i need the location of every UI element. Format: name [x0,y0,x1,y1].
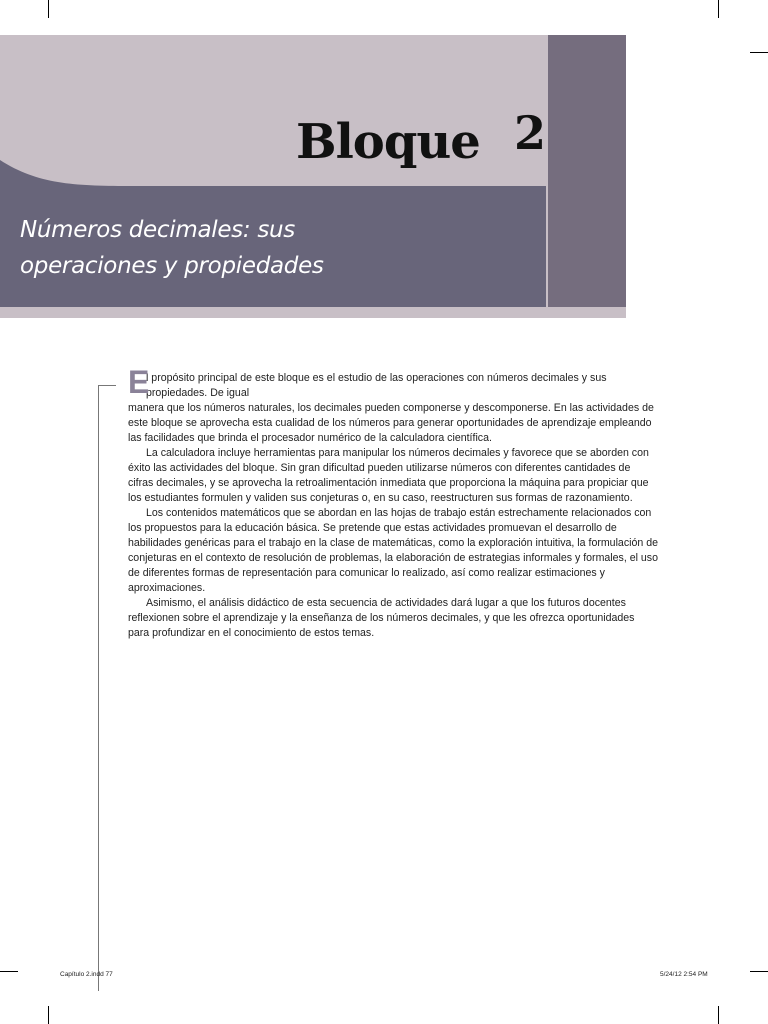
crop-mark [48,0,49,18]
crop-mark [718,0,719,18]
drop-cap: E [128,364,150,400]
crop-mark [750,971,768,972]
crop-mark [750,52,768,53]
margin-rule-tick [98,385,116,386]
slug-filename: Capítulo 2.indd 77 [60,971,113,978]
chapter-subtitle [20,212,520,284]
crop-mark [0,971,18,972]
paragraph-2: La calculadora incluye herramientas para manipular los números decimales y favorece que se aborden con éxito las actividades del bloque. Sin gran dificultad pueden utilizarse números con diferentes cantidades de cifras decimales, y se aprovecha la retroalimentación inmediata que proporciona la máquina para propiciar que los estudiantes formulen y validen sus conjeturas o, en su caso, reestructuren sus formas de razonamiento. [128,447,649,504]
paragraph-1-opening [128,364,658,401]
body-text [128,364,658,641]
paragraph-4: Asimismo, el análisis didáctico de esta secuencia de actividades dará lugar a que los futuros docentes reflexionen sobre el aprendizaje y la enseñanza de los números decimales, y que les ofrezca oportunidades para profundizar en el conocimiento de estos temas. [128,597,635,639]
paragraph-3: Los contenidos matemáticos que se abordan en las hojas de trabajo están estrechamente relacionados con los propuestos para la educación básica. Se pretende que estas actividades promuevan el desarrollo de habilidades genéricas para el trabajo en la clase de matemáticas, como la exploración intuitiva, la formulación de conjeturas en el contexto de resolución de problemas, la elaboración de estrategias informales y formales, el uso de diferentes formas de representación para comunicar lo realizado, así como realizar estimaciones y aproximaciones. [128,507,658,594]
chapter-number: 2 [514,106,547,160]
subtitle-line-2: operaciones y propiedades [20,253,324,279]
crop-mark [48,1006,49,1024]
paragraph-1-rest: manera que los números naturales, los decimales pueden componerse y descomponerse. En las actividades de este bloque se aprovecha esta cualidad de los números para generar oportunidades de aprendizaje empleando las facilidades que brinda el procesador numérico de la calculadora científica. [128,402,654,444]
chapter-title: Bloque [296,114,480,170]
header-bottom-strip [0,307,626,318]
subtitle-line-1: Números decimales: sus [20,217,295,243]
margin-rule [98,385,99,991]
paragraph-1-first: l propósito principal de este bloque es el estudio de las operaciones con números decimales y sus propiedades. De igual [146,372,607,399]
crop-mark [718,1006,719,1024]
slug-timestamp: 5/24/12 2:54 PM [660,971,708,978]
